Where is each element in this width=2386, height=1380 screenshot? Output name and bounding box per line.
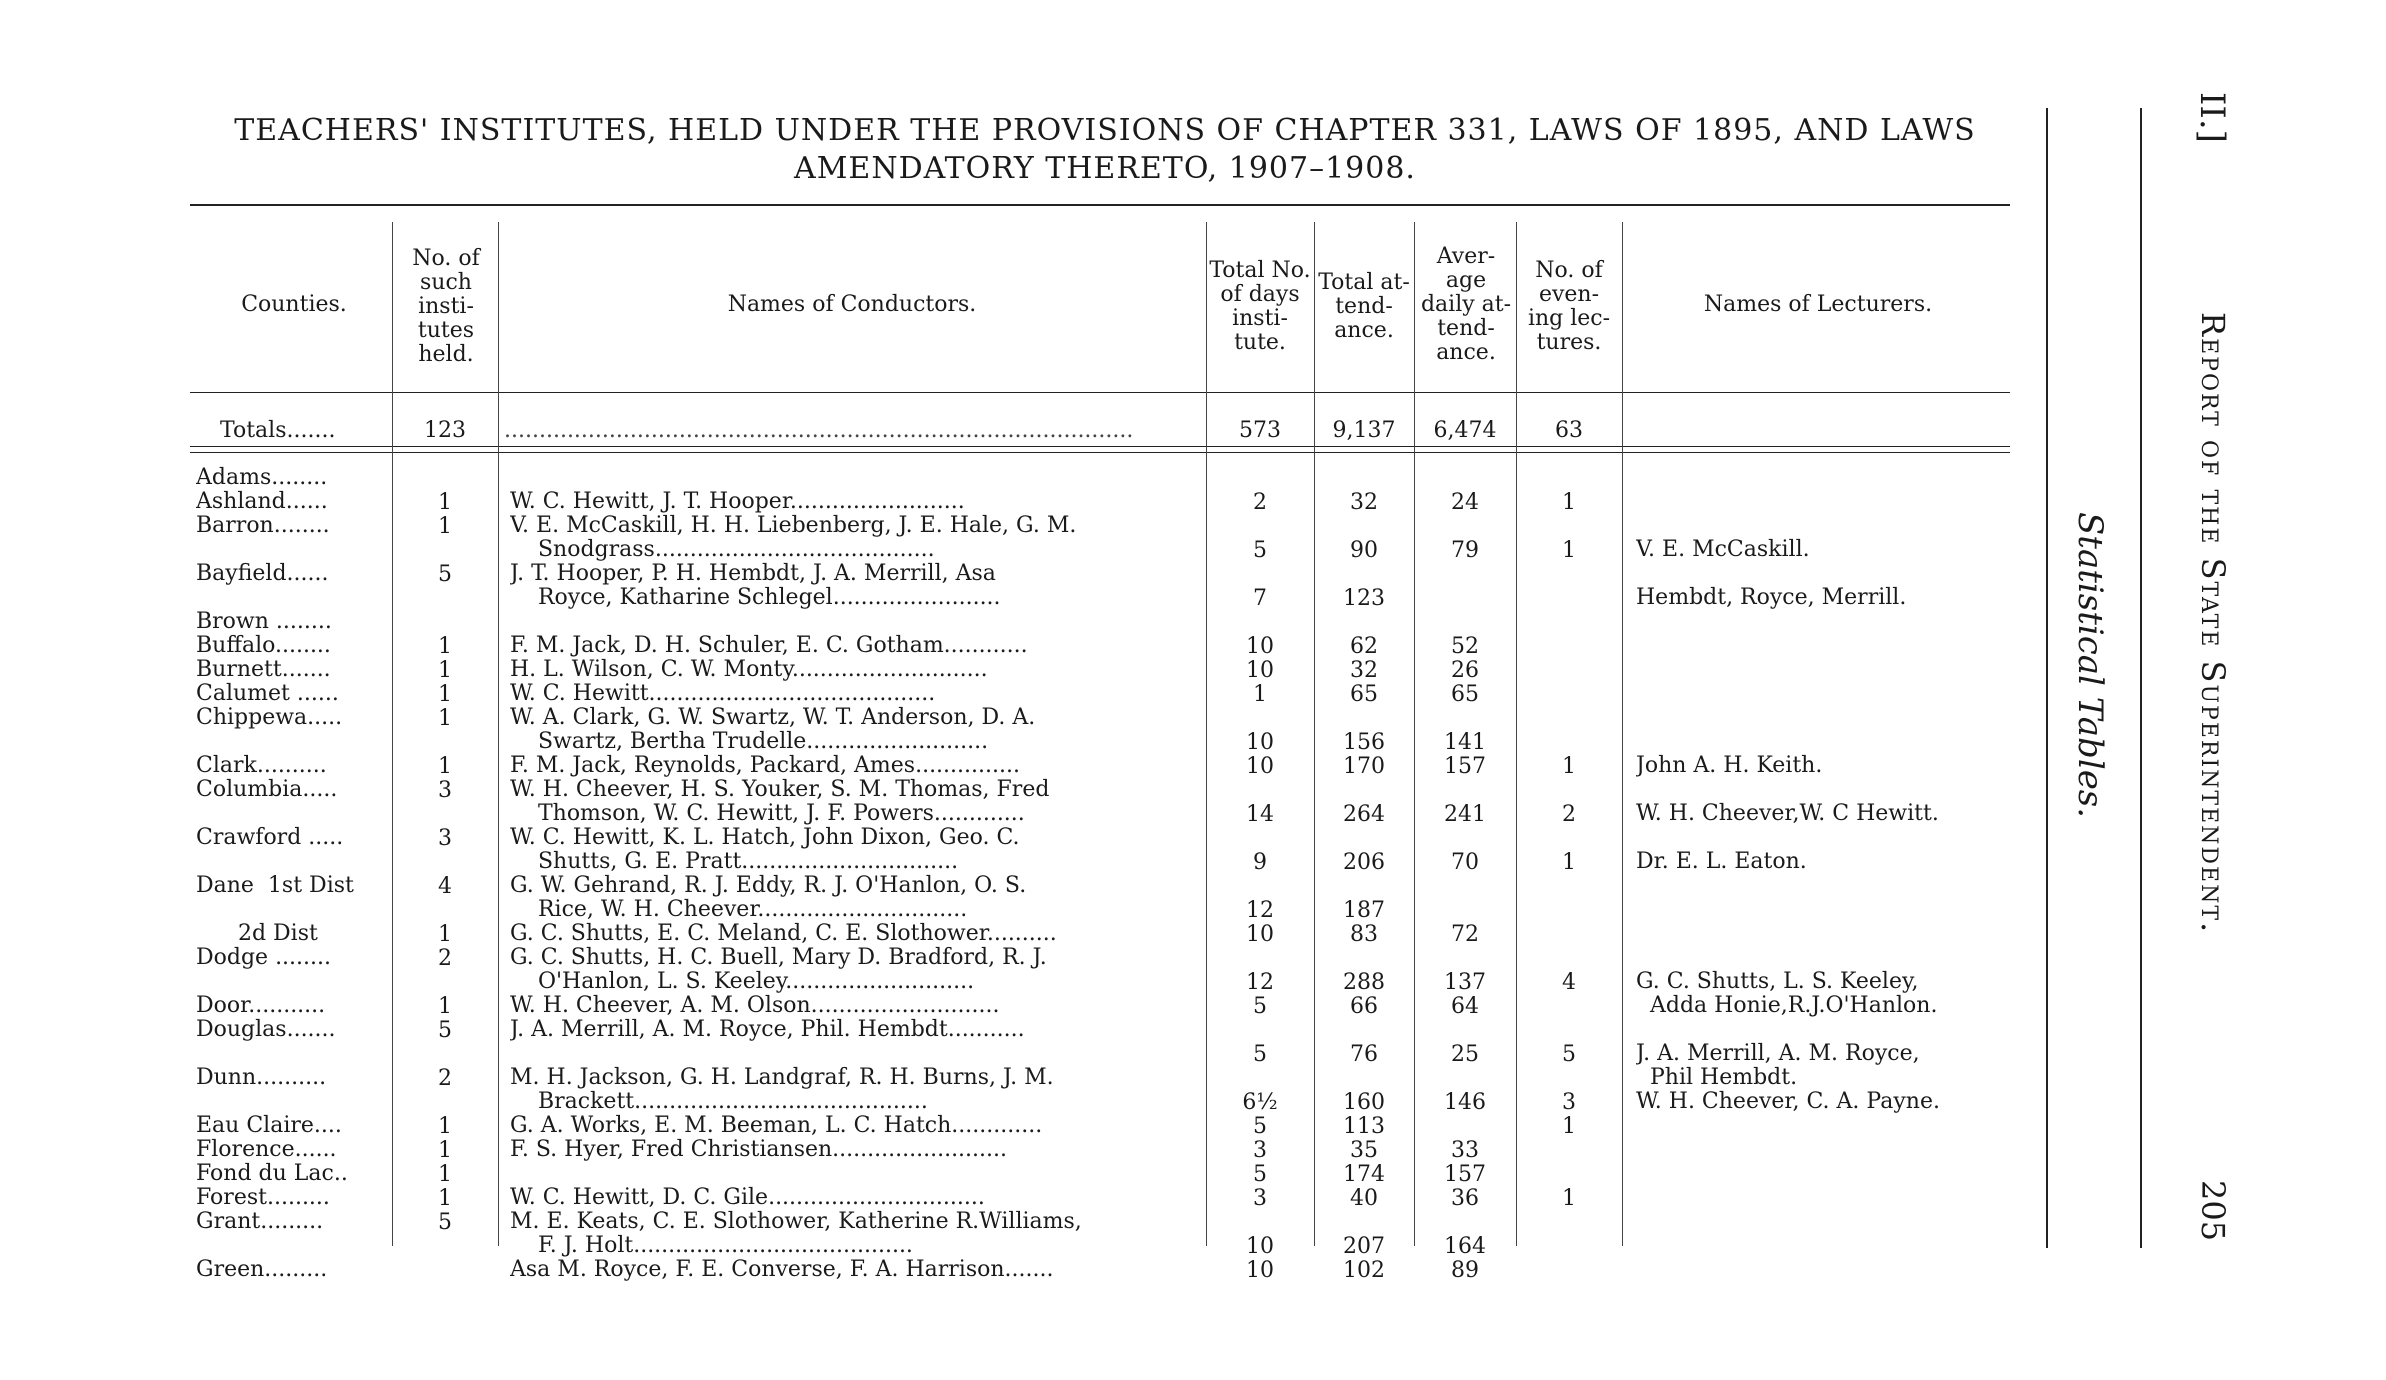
evening-lectures: 1 xyxy=(1562,754,1576,779)
county-name: Clark.......... xyxy=(196,754,327,778)
conductors-names: F. M. Jack, D. H. Schuler, E. C. Gotham............ xyxy=(510,634,1028,658)
days-total: 2 xyxy=(1253,490,1267,515)
county-name: Florence...... xyxy=(196,1138,337,1162)
totals-rule-1 xyxy=(190,446,2010,447)
conductors-names: W. A. Clark, G. W. Swartz, W. T. Anderson, D. A. Swartz, Bertha Trudelle.......................... xyxy=(510,706,1036,754)
side-report-title: Report of the State Superintendent. xyxy=(2194,312,2232,935)
totals-label: Totals....... xyxy=(220,418,336,443)
days-total: 10 xyxy=(1246,634,1274,659)
conductors-names: F. S. Hyer, Fred Christiansen......................... xyxy=(510,1138,1008,1162)
institutes-count: 2 xyxy=(438,1066,452,1091)
days-total: 10 xyxy=(1246,658,1274,683)
average-attendance: 52 xyxy=(1451,634,1479,659)
county-name: 2d Dist xyxy=(196,922,318,946)
lecturers-names: Hembdt, Royce, Merrill. xyxy=(1636,586,1907,610)
col-divider xyxy=(392,222,393,1246)
average-attendance: 241 xyxy=(1444,802,1486,827)
header-days: Total No. of days insti- tute. xyxy=(1209,258,1311,355)
county-name: Crawford ..... xyxy=(196,826,344,850)
attendance-total: 35 xyxy=(1350,1138,1378,1163)
institutes-count: 1 xyxy=(438,1114,452,1139)
conductors-names: J. T. Hooper, P. H. Hembdt, J. A. Merrill, Asa Royce, Katharine Schlegel........................ xyxy=(510,562,1001,610)
average-attendance: 141 xyxy=(1444,730,1486,755)
evening-lectures: 2 xyxy=(1562,802,1576,827)
county-name: Eau Claire.... xyxy=(196,1114,342,1138)
average-attendance: 64 xyxy=(1451,994,1479,1019)
conductors-names: W. C. Hewitt, J. T. Hooper......................... xyxy=(510,490,965,514)
average-attendance: 89 xyxy=(1451,1258,1479,1283)
conductors-names: H. L. Wilson, C. W. Monty............................ xyxy=(510,658,988,682)
institutes-count: 1 xyxy=(438,1138,452,1163)
county-name: Ashland...... xyxy=(196,490,328,514)
average-attendance: 26 xyxy=(1451,658,1479,683)
evening-lectures: 4 xyxy=(1562,970,1576,995)
attendance-total: 174 xyxy=(1343,1162,1385,1187)
lecturers-names: G. C. Shutts, L. S. Keeley, Adda Honie,R.J.O'Hanlon. xyxy=(1636,970,1938,1018)
average-attendance: 24 xyxy=(1451,490,1479,515)
title-line-2: AMENDATORY THERETO, 1907–1908. xyxy=(794,151,1416,186)
days-total: 10 xyxy=(1246,1258,1274,1283)
days-total: 5 xyxy=(1253,994,1267,1019)
days-total: 5 xyxy=(1253,1162,1267,1187)
average-attendance: 25 xyxy=(1451,1042,1479,1067)
institutes-count: 2 xyxy=(438,946,452,971)
days-total: 10 xyxy=(1246,754,1274,779)
attendance-total: 123 xyxy=(1343,586,1385,611)
institutes-count: 1 xyxy=(438,706,452,731)
attendance-total: 170 xyxy=(1343,754,1385,779)
conductors-names: M. E. Keats, C. E. Slothower, Katherine R.Williams, F. J. Holt........................................ xyxy=(510,1210,1082,1258)
attendance-total: 66 xyxy=(1350,994,1378,1019)
totals-days: 573 xyxy=(1239,418,1281,443)
days-total: 1 xyxy=(1253,682,1267,707)
header-counties: Counties. xyxy=(241,292,347,317)
conductors-names: W. C. Hewitt, K. L. Hatch, John Dixon, Geo. C. Shutts, G. E. Pratt............................... xyxy=(510,826,1020,874)
institutes-count: 1 xyxy=(438,1162,452,1187)
county-name: Door........... xyxy=(196,994,326,1018)
side-page-number: 205 xyxy=(2194,1180,2232,1242)
evening-lectures: 1 xyxy=(1562,490,1576,515)
county-name: Bayfield...... xyxy=(196,562,329,586)
header-attendance: Total at- tend- ance. xyxy=(1318,270,1410,343)
lecturers-names: V. E. McCaskill. xyxy=(1636,538,1810,562)
attendance-total: 187 xyxy=(1343,898,1385,923)
evening-lectures: 1 xyxy=(1562,1186,1576,1211)
conductors-names: W. C. Hewitt, D. C. Gile............................... xyxy=(510,1186,985,1210)
days-total: 10 xyxy=(1246,1234,1274,1259)
average-attendance: 146 xyxy=(1444,1090,1486,1115)
attendance-total: 113 xyxy=(1343,1114,1385,1139)
county-name: Dane 1st Dist xyxy=(196,874,354,898)
institutes-count: 1 xyxy=(438,922,452,947)
days-total: 14 xyxy=(1246,802,1274,827)
county-name: Barron........ xyxy=(196,514,330,538)
conductors-names: G. A. Works, E. M. Beeman, L. C. Hatch............. xyxy=(510,1114,1043,1138)
attendance-total: 156 xyxy=(1343,730,1385,755)
days-total: 9 xyxy=(1253,850,1267,875)
county-name: Dodge ........ xyxy=(196,946,332,970)
county-name: Green......... xyxy=(196,1258,328,1282)
days-total: 5 xyxy=(1253,538,1267,563)
header-bottom-rule xyxy=(190,392,2010,393)
institutes-count: 1 xyxy=(438,682,452,707)
county-name: Calumet ...... xyxy=(196,682,339,706)
average-attendance: 157 xyxy=(1444,1162,1486,1187)
average-attendance: 157 xyxy=(1444,754,1486,779)
lecturers-names: J. A. Merrill, A. M. Royce, Phil Hembdt. xyxy=(1636,1042,1920,1090)
days-total: 3 xyxy=(1253,1186,1267,1211)
attendance-total: 32 xyxy=(1350,490,1378,515)
county-name: Chippewa..... xyxy=(196,706,343,730)
attendance-total: 76 xyxy=(1350,1042,1378,1067)
institutes-count: 3 xyxy=(438,778,452,803)
attendance-total: 207 xyxy=(1343,1234,1385,1259)
lecturers-names: W. H. Cheever,W. C Hewitt. xyxy=(1636,802,1939,826)
days-total: 12 xyxy=(1246,898,1274,923)
col-divider xyxy=(498,222,499,1246)
header-institutes: No. of such insti- tutes held. xyxy=(412,246,480,367)
totals-evening: 63 xyxy=(1555,418,1583,443)
institutes-count: 1 xyxy=(438,634,452,659)
totals-institutes: 123 xyxy=(424,418,466,443)
days-total: 10 xyxy=(1246,730,1274,755)
attendance-total: 65 xyxy=(1350,682,1378,707)
county-name: Buffalo........ xyxy=(196,634,331,658)
title-line-1: TEACHERS' INSTITUTES, HELD UNDER THE PROVISIONS OF CHAPTER 331, LAWS OF 1895, AND LAWS xyxy=(234,113,1976,148)
institutes-count: 1 xyxy=(438,994,452,1019)
conductors-names: W. H. Cheever, A. M. Olson........................... xyxy=(510,994,1000,1018)
side-section-title: Statistical Tables. xyxy=(2070,512,2110,819)
conductors-names: J. A. Merrill, A. M. Royce, Phil. Hembdt........... xyxy=(510,1018,1025,1042)
page-border xyxy=(2046,108,2048,1248)
lecturers-names: John A. H. Keith. xyxy=(1636,754,1823,778)
average-attendance: 65 xyxy=(1451,682,1479,707)
county-name: Grant......... xyxy=(196,1210,324,1234)
evening-lectures: 5 xyxy=(1562,1042,1576,1067)
institutes-count: 3 xyxy=(438,826,452,851)
days-total: 3 xyxy=(1253,1138,1267,1163)
conductors-names: F. M. Jack, Reynolds, Packard, Ames............... xyxy=(510,754,1020,778)
conductors-names: G. W. Gehrand, R. J. Eddy, R. J. O'Hanlon, O. S. Rice, W. H. Cheever.............................. xyxy=(510,874,1027,922)
institutes-count: 5 xyxy=(438,562,452,587)
county-name: Burnett....... xyxy=(196,658,331,682)
average-attendance: 79 xyxy=(1451,538,1479,563)
institutes-count: 1 xyxy=(438,1186,452,1211)
county-name: Adams........ xyxy=(196,466,328,490)
county-name: Douglas....... xyxy=(196,1018,336,1042)
evening-lectures: 3 xyxy=(1562,1090,1576,1115)
days-total: 5 xyxy=(1253,1042,1267,1067)
evening-lectures: 1 xyxy=(1562,538,1576,563)
col-divider xyxy=(1622,222,1623,1246)
average-attendance: 33 xyxy=(1451,1138,1479,1163)
lecturers-names: W. H. Cheever, C. A. Payne. xyxy=(1636,1090,1940,1114)
attendance-total: 160 xyxy=(1343,1090,1385,1115)
average-attendance: 70 xyxy=(1451,850,1479,875)
attendance-total: 264 xyxy=(1343,802,1385,827)
days-total: 5 xyxy=(1253,1114,1267,1139)
conductors-names: W. C. Hewitt......................................... xyxy=(510,682,936,706)
conductors-names: M. H. Jackson, G. H. Landgraf, R. H. Burns, J. M. Brackett.......................................... xyxy=(510,1066,1054,1114)
totals-attendance: 9,137 xyxy=(1332,418,1396,443)
header-conductors: Names of Conductors. xyxy=(727,292,977,317)
attendance-total: 288 xyxy=(1343,970,1385,995)
attendance-total: 83 xyxy=(1350,922,1378,947)
header-evening: No. of even- ing lec- tures. xyxy=(1527,258,1611,355)
conductors-names: G. C. Shutts, H. C. Buell, Mary D. Bradford, R. J. O'Hanlon, L. S. Keeley........................... xyxy=(510,946,1047,994)
header-lecturers: Names of Lecturers. xyxy=(1703,292,1933,317)
header-top-rule xyxy=(190,204,2010,206)
days-total: 7 xyxy=(1253,586,1267,611)
attendance-total: 32 xyxy=(1350,658,1378,683)
institutes-count: 5 xyxy=(438,1018,452,1043)
conductors-names: W. H. Cheever, H. S. Youker, S. M. Thomas, Fred Thomson, W. C. Hewitt, J. F. Powers............. xyxy=(510,778,1050,826)
attendance-total: 40 xyxy=(1350,1186,1378,1211)
page-title xyxy=(190,112,2020,188)
days-total: 12 xyxy=(1246,970,1274,995)
attendance-total: 90 xyxy=(1350,538,1378,563)
attendance-total: 102 xyxy=(1343,1258,1385,1283)
county-name: Brown ........ xyxy=(196,610,332,634)
days-total: 10 xyxy=(1246,922,1274,947)
county-name: Forest......... xyxy=(196,1186,330,1210)
county-name: Fond du Lac.. xyxy=(196,1162,348,1186)
totals-rule-2 xyxy=(190,452,2010,453)
institutes-count: 4 xyxy=(438,874,452,899)
evening-lectures: 1 xyxy=(1562,1114,1576,1139)
lecturers-names: Dr. E. L. Eaton. xyxy=(1636,850,1807,874)
days-total: 6½ xyxy=(1242,1090,1278,1115)
average-attendance: 36 xyxy=(1451,1186,1479,1211)
institutes-count: 1 xyxy=(438,514,452,539)
conductors-names: Asa M. Royce, F. E. Converse, F. A. Harrison....... xyxy=(510,1258,1054,1282)
header-average: Aver- age daily at- tend- ance. xyxy=(1420,244,1512,365)
conductors-names: V. E. McCaskill, H. H. Liebenberg, J. E. Hale, G. M. Snodgrass........................................ xyxy=(510,514,1077,562)
evening-lectures: 1 xyxy=(1562,850,1576,875)
attendance-total: 62 xyxy=(1350,634,1378,659)
conductors-names: G. C. Shutts, E. C. Meland, C. E. Slothower.......... xyxy=(510,922,1057,946)
page-border xyxy=(2140,108,2142,1248)
institutes-count: 1 xyxy=(438,658,452,683)
side-part-label: II.] xyxy=(2192,92,2232,143)
county-name: Dunn.......... xyxy=(196,1066,327,1090)
attendance-total: 206 xyxy=(1343,850,1385,875)
institutes-count: 1 xyxy=(438,490,452,515)
county-name: Columbia..... xyxy=(196,778,338,802)
institutes-count: 1 xyxy=(438,754,452,779)
totals-average: 6,474 xyxy=(1433,418,1497,443)
average-attendance: 137 xyxy=(1444,970,1486,995)
institutes-count: 5 xyxy=(438,1210,452,1235)
totals-dots: .......................................................................................... xyxy=(504,418,1134,443)
average-attendance: 164 xyxy=(1444,1234,1486,1259)
average-attendance: 72 xyxy=(1451,922,1479,947)
